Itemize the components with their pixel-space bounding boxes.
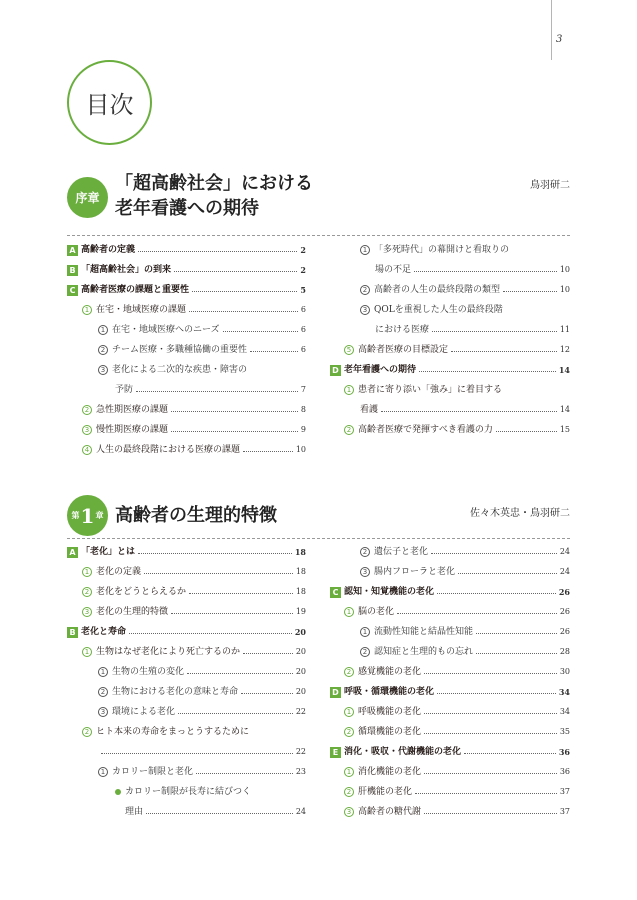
entry-label: 高齢者の人生の最終段階の類型 (374, 285, 501, 295)
item-number: 2 (82, 727, 92, 737)
bullet-icon (115, 789, 121, 795)
dot-leader (437, 693, 556, 694)
toc-entry[interactable] (67, 244, 306, 256)
subitem-number: 1 (98, 767, 108, 777)
entry-page: 6 (300, 345, 306, 354)
subitem-number: 2 (360, 285, 370, 295)
entry-label: 生物の生殖の変化 (112, 667, 185, 677)
entry-label: カロリー制限が長寿に結びつく (125, 787, 252, 797)
toc-entry-continued[interactable] (98, 746, 306, 758)
entry-label: 「多死時代」の幕開けと看取りの (374, 245, 510, 255)
dot-leader (424, 713, 557, 714)
header-rule (551, 0, 552, 60)
dot-leader (424, 733, 557, 734)
entry-label: ヒト本来の寿命をまっとうするために (96, 727, 250, 737)
dot-leader (476, 633, 557, 634)
entry-page: 6 (300, 305, 306, 314)
dot-leader (189, 593, 293, 594)
entry-label: チーム医療・多職種協働の重要性 (112, 345, 248, 355)
toc-entry[interactable] (360, 284, 570, 296)
entry-label: 感覚機能の老化 (358, 667, 422, 677)
dot-leader (243, 653, 293, 654)
item-number: 3 (82, 607, 92, 617)
section-marker: B (67, 265, 78, 276)
dot-leader (171, 431, 298, 432)
dot-leader (424, 673, 557, 674)
entry-label: 生物における老化の意味と寿命 (112, 687, 239, 697)
subitem-number: 1 (360, 627, 370, 637)
dot-leader (496, 431, 557, 432)
entry-page: 36 (559, 767, 570, 776)
section-marker: D (330, 365, 341, 376)
toc-entry[interactable] (360, 566, 570, 578)
entry-label: 消化機能の老化 (358, 767, 422, 777)
item-number: 2 (82, 405, 92, 415)
entry-page: 26 (559, 607, 570, 616)
toc-entry[interactable] (82, 606, 306, 618)
chapter1-badge-prefix: 第 (71, 511, 80, 520)
dot-leader (415, 793, 557, 794)
entry-page: 30 (559, 667, 570, 676)
dot-leader (241, 693, 293, 694)
entry-label: 在宅・地域医療へのニーズ (112, 325, 220, 335)
entry-page: 24 (559, 547, 570, 556)
toc-entry[interactable] (330, 686, 570, 698)
dot-leader (136, 391, 298, 392)
entry-page: 37 (559, 807, 570, 816)
toc-entry-continued[interactable] (360, 404, 570, 416)
prologue-title-line1: 「超高齢社会」における (115, 173, 313, 194)
entry-page: 18 (295, 587, 306, 596)
item-number: 4 (82, 445, 92, 455)
chapter1-divider (67, 538, 570, 539)
dot-leader (397, 613, 557, 614)
toc-entry[interactable] (82, 404, 306, 416)
dot-leader (451, 351, 557, 352)
prologue-heading (67, 173, 570, 227)
entry-label: 遺伝子と老化 (374, 547, 429, 557)
section-marker: D (330, 687, 341, 698)
dot-leader (146, 813, 293, 814)
toc-entry[interactable] (344, 384, 570, 396)
dot-leader (250, 351, 298, 352)
chapter1-author: 佐々木英忠・鳥羽研二 (470, 508, 570, 519)
entry-page: 34 (558, 687, 570, 697)
subitem-number: 2 (98, 345, 108, 355)
section-marker: E (330, 747, 341, 758)
item-number: 2 (344, 727, 354, 737)
dot-leader (424, 813, 557, 814)
entry-page: 7 (300, 385, 306, 394)
toc-entry[interactable] (67, 626, 306, 638)
entry-page: 34 (559, 707, 570, 716)
subitem-number: 2 (98, 687, 108, 697)
dot-leader (414, 271, 557, 272)
entry-page: 23 (295, 767, 306, 776)
entry-label: 高齢者の糖代謝 (358, 807, 422, 817)
entry-label: 老化をどうとらえるか (96, 587, 187, 597)
entry-page: 2 (300, 265, 306, 275)
entry-label: 流動性知能と結晶性知能 (374, 627, 474, 637)
dot-leader (171, 613, 293, 614)
dot-leader (243, 451, 293, 452)
entry-label: 看護 (360, 405, 379, 415)
toc-entry[interactable] (360, 304, 570, 316)
entry-label: 老年看護への期待 (344, 365, 417, 375)
prologue-author: 鳥羽研二 (530, 180, 570, 191)
entry-label: における医療 (375, 325, 430, 335)
entry-page: 10 (295, 445, 306, 454)
dot-leader (192, 291, 297, 292)
entry-page: 18 (295, 567, 306, 576)
item-number: 1 (82, 647, 92, 657)
entry-label: QOLを重視した人生の最終段階 (374, 305, 503, 315)
page-number: 3 (556, 34, 563, 45)
chapter1-badge (67, 495, 108, 536)
entry-label: 予防 (115, 385, 134, 395)
entry-page: 24 (295, 807, 306, 816)
entry-page: 22 (295, 707, 306, 716)
dot-leader (458, 573, 557, 574)
toc-entry[interactable] (98, 344, 306, 356)
entry-page: 11 (559, 325, 570, 334)
entry-label: 認知症と生理的もの忘れ (374, 647, 474, 657)
toc-entry-continued[interactable] (115, 384, 306, 396)
toc-entry[interactable] (344, 706, 570, 718)
prologue-title-line2: 老年看護への期待 (115, 198, 259, 219)
entry-label: 高齢者の定義 (81, 245, 136, 255)
entry-page: 24 (559, 567, 570, 576)
entry-page: 18 (294, 547, 306, 557)
item-number: 3 (82, 425, 92, 435)
item-number: 1 (344, 707, 354, 717)
dot-leader (381, 411, 557, 412)
toc-entry[interactable] (98, 666, 306, 678)
item-number: 2 (344, 425, 354, 435)
toc-entry[interactable] (344, 424, 570, 436)
item-number: 2 (82, 587, 92, 597)
dot-leader (138, 251, 297, 252)
toc-entry[interactable] (67, 284, 306, 296)
entry-page: 26 (559, 627, 570, 636)
entry-page: 35 (559, 727, 570, 736)
subitem-number: 2 (360, 547, 370, 557)
item-number: 1 (344, 607, 354, 617)
section-marker: A (67, 547, 78, 558)
dot-leader (223, 331, 298, 332)
toc-entry[interactable] (98, 324, 306, 336)
item-number: 2 (344, 787, 354, 797)
entry-page: 28 (559, 647, 570, 656)
toc-entry[interactable] (330, 364, 570, 376)
entry-page: 10 (559, 285, 570, 294)
entry-label: 肝機能の老化 (358, 787, 413, 797)
entry-label: 老化と寿命 (81, 627, 127, 637)
dot-leader (503, 291, 557, 292)
dot-leader (138, 553, 292, 554)
entry-label: 腸内フローラと老化 (374, 567, 456, 577)
entry-label: 「老化」とは (81, 547, 136, 557)
section-marker: A (67, 245, 78, 256)
dot-leader (129, 633, 292, 634)
entry-label: 人生の最終段階における医療の課題 (96, 445, 241, 455)
entry-label: 患者に寄り添い「強み」に着目する (358, 385, 503, 395)
entry-label: 慢性期医療の課題 (96, 425, 169, 435)
entry-label: 老化による二次的な疾患・障害の (112, 365, 248, 375)
entry-page: 5 (300, 285, 306, 295)
toc-entry[interactable] (82, 566, 306, 578)
entry-label: 急性期医療の課題 (96, 405, 169, 415)
entry-page: 37 (559, 787, 570, 796)
entry-label: 高齢者医療で発揮すべき看護の力 (358, 425, 493, 435)
toc-entry[interactable] (330, 746, 570, 758)
toc-entry[interactable] (344, 666, 570, 678)
item-number: 1 (82, 567, 92, 577)
chapter1-badge-number: 1 (80, 503, 95, 528)
toc-title-text: 目次 (85, 91, 134, 119)
dot-leader (189, 311, 298, 312)
toc-entry[interactable] (82, 586, 306, 598)
toc-entry[interactable] (115, 786, 306, 798)
item-number: 1 (344, 767, 354, 777)
dot-leader (432, 331, 557, 332)
entry-label: 理由 (125, 807, 144, 817)
entry-page: 20 (295, 667, 306, 676)
dot-leader (187, 673, 293, 674)
toc-entry[interactable] (98, 364, 306, 376)
entry-label: 循環機能の老化 (358, 727, 422, 737)
chapter1-badge-suffix: 章 (95, 511, 104, 520)
subitem-number: 2 (360, 647, 370, 657)
dot-leader (437, 593, 556, 594)
section-marker: C (67, 285, 78, 296)
item-number: 1 (82, 305, 92, 315)
dot-leader (178, 713, 293, 714)
entry-label: 呼吸機能の老化 (358, 707, 422, 717)
toc-entry[interactable] (82, 726, 306, 738)
toc-entry[interactable] (82, 444, 306, 456)
prologue-badge (67, 177, 108, 218)
entry-page: 20 (295, 687, 306, 696)
section-marker: C (330, 587, 341, 598)
entry-page: 2 (300, 245, 306, 255)
toc-entry[interactable] (344, 786, 570, 798)
toc-title (67, 60, 152, 145)
toc-entry[interactable] (98, 706, 306, 718)
toc-entry[interactable] (344, 806, 570, 818)
prologue-badge-text: 序章 (75, 191, 100, 205)
entry-page: 14 (558, 365, 570, 375)
entry-label: 高齢者医療の課題と重要性 (81, 285, 190, 295)
entry-page: 12 (559, 345, 570, 354)
toc-entry[interactable] (67, 264, 306, 276)
toc-entry[interactable] (67, 546, 306, 558)
subitem-number: 1 (360, 245, 370, 255)
item-number: 5 (344, 345, 354, 355)
entry-page: 19 (295, 607, 306, 616)
toc-entry[interactable] (98, 766, 306, 778)
toc-entry[interactable] (82, 646, 306, 658)
entry-page: 8 (300, 405, 306, 414)
prologue-divider (67, 235, 570, 236)
entry-label: 認知・知覚機能の老化 (344, 587, 435, 597)
toc-entry[interactable] (360, 626, 570, 638)
subitem-number: 3 (360, 305, 370, 315)
entry-label: 老化の生理的特徴 (96, 607, 169, 617)
entry-label: 消化・吸収・代謝機能の老化 (344, 747, 462, 757)
subitem-number: 3 (360, 567, 370, 577)
toc-entry[interactable] (360, 244, 570, 256)
dot-leader (424, 773, 557, 774)
entry-page: 22 (295, 747, 306, 756)
entry-label: 呼吸・循環機能の老化 (344, 687, 435, 697)
dot-leader (171, 411, 298, 412)
toc-entry[interactable] (344, 726, 570, 738)
toc-entry[interactable] (330, 586, 570, 598)
entry-page: 15 (559, 425, 570, 434)
toc-entry[interactable] (344, 766, 570, 778)
entry-label: 場の不足 (375, 265, 412, 275)
dot-leader (196, 773, 293, 774)
entry-label: 高齢者医療の目標設定 (358, 345, 449, 355)
subitem-number: 1 (98, 325, 108, 335)
entry-page: 36 (558, 747, 570, 757)
toc-entry[interactable] (344, 606, 570, 618)
entry-label: 老化の定義 (96, 567, 142, 577)
dot-leader (174, 271, 297, 272)
dot-leader (431, 553, 557, 554)
dot-leader (464, 753, 556, 754)
item-number: 1 (344, 385, 354, 395)
entry-label: 在宅・地域医療の課題 (96, 305, 187, 315)
toc-entry[interactable] (360, 546, 570, 558)
section-marker: B (67, 627, 78, 638)
entry-page: 20 (295, 647, 306, 656)
entry-page: 9 (300, 425, 306, 434)
entry-label: 脳の老化 (358, 607, 395, 617)
entry-label: 生物はなぜ老化により死亡するのか (96, 647, 241, 657)
dot-leader (144, 573, 293, 574)
item-number: 3 (344, 807, 354, 817)
item-number: 2 (344, 667, 354, 677)
entry-page: 26 (558, 587, 570, 597)
chapter1-title: 高齢者の生理的特徴 (115, 505, 277, 526)
toc-entry-continued[interactable] (375, 264, 570, 276)
entry-label: カロリー制限と老化 (112, 767, 194, 777)
toc-entry[interactable] (82, 304, 306, 316)
entry-page: 10 (559, 265, 570, 274)
toc-entry[interactable] (344, 344, 570, 356)
toc-entry[interactable] (360, 646, 570, 658)
entry-page: 14 (559, 405, 570, 414)
toc-entry-continued[interactable] (375, 324, 570, 336)
dot-leader (476, 653, 557, 654)
subitem-number: 3 (98, 365, 108, 375)
subitem-number: 1 (98, 667, 108, 677)
dot-leader (101, 753, 293, 754)
dot-leader (419, 371, 556, 372)
entry-label: 環境による老化 (112, 707, 176, 717)
entry-label: 「超高齢社会」の到来 (81, 265, 172, 275)
entry-page: 6 (300, 325, 306, 334)
toc-entry[interactable] (98, 686, 306, 698)
toc-entry-continued[interactable] (125, 806, 306, 818)
toc-entry[interactable] (82, 424, 306, 436)
subitem-number: 3 (98, 707, 108, 717)
entry-page: 20 (294, 627, 306, 637)
prologue-title (115, 171, 313, 221)
